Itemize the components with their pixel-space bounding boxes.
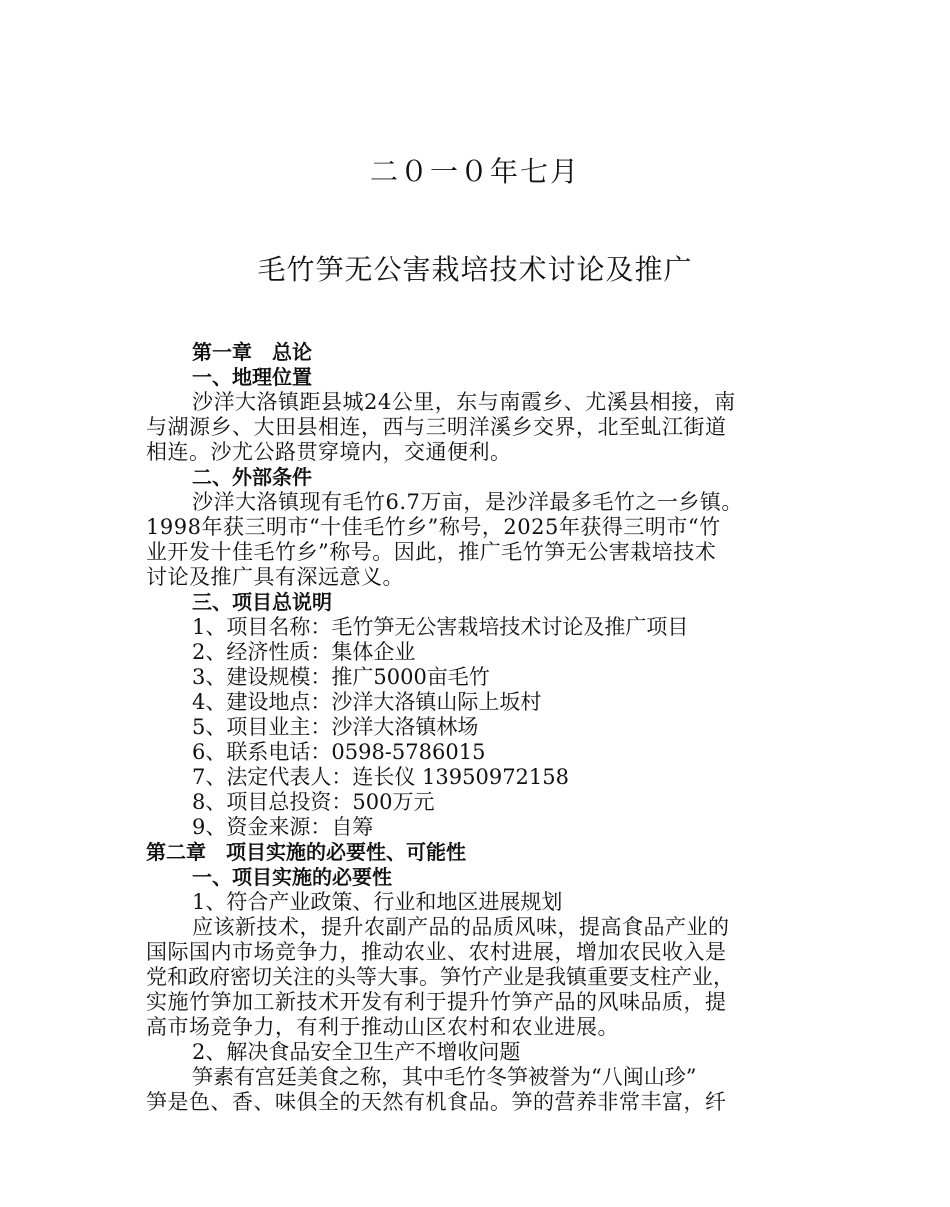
subsection-heading: 2、解决食品安全卫生产不增收问题 <box>192 1040 521 1064</box>
paragraph-line: 相连。沙尤公路贯穿境内，交通便利。 <box>146 440 512 464</box>
cover-date: 二０一０年七月 <box>369 155 580 188</box>
paragraph-line: 沙洋大洛镇现有毛竹6.7万亩，是沙洋最多毛竹之一乡镇。 <box>192 490 743 514</box>
paragraph-line: 高市场竞争力，有利于推动山区农村和农业进展。 <box>146 1015 619 1039</box>
paragraph-line: 党和政府密切关注的头等大事。笋竹产业是我镇重要支柱产业， <box>146 965 734 989</box>
subsection-heading: 1、符合产业政策、行业和地区进展规划 <box>192 890 563 914</box>
list-item: 2、经济性质：集体企业 <box>192 640 416 664</box>
chapter-2-heading: 第二章 项目实施的必要性、可能性 <box>146 840 466 864</box>
chapter-1-heading: 第一章 总论 <box>192 340 312 364</box>
document-title: 毛竹笋无公害栽培技术讨论及推广 <box>257 253 693 286</box>
document-body <box>146 340 816 1115</box>
paragraph-line: 业开发十佳毛竹乡”称号。因此，推广毛竹笋无公害栽培技术 <box>146 540 717 564</box>
section-heading: 二、外部条件 <box>192 465 312 489</box>
list-item: 3、建设规模：推广5000亩毛竹 <box>192 665 490 689</box>
paragraph-line: 沙洋大洛镇距县城24公里，东与南霞乡、尤溪县相接，南 <box>192 390 736 414</box>
list-item: 9、资金来源：自筹 <box>192 815 374 839</box>
paragraph-line: 应该新技术，提升农副产品的品质风味，提高食品产业的 <box>192 915 730 939</box>
paragraph-line: 与湖源乡、大田县相连，西与三明洋溪乡交界，北至虬江街道 <box>146 415 727 439</box>
section-heading: 一、地理位置 <box>192 365 312 389</box>
list-item: 8、项目总投资：500万元 <box>192 790 435 814</box>
paragraph-line: 国际国内市场竞争力，推动农业、农村进展，增加农民收入是 <box>146 940 727 964</box>
paragraph-line: 讨论及推广具有深远意义。 <box>146 565 404 589</box>
list-item: 7、法定代表人：连长仪 13950972158 <box>192 765 570 789</box>
paragraph-line: 1998年获三明市“十佳毛竹乡”称号，2025年获得三明市“竹 <box>146 515 721 539</box>
section-heading: 三、项目总说明 <box>192 590 332 614</box>
paragraph-line: 笋素有宫廷美食之称，其中毛竹冬笋被誉为“八闽山珍” <box>192 1065 697 1089</box>
paragraph-line: 实施竹笋加工新技术开发有利于提升竹笋产品的风味品质，提 <box>146 990 727 1014</box>
list-item: 5、项目业主：沙洋大洛镇林场 <box>192 715 479 739</box>
list-item: 1、项目名称：毛竹笋无公害栽培技术讨论及推广项目 <box>192 615 689 639</box>
section-heading: 一、项目实施的必要性 <box>192 865 392 889</box>
list-item: 4、建设地点：沙洋大洛镇山际上坂村 <box>192 690 542 714</box>
paragraph-line: 笋是色、香、味俱全的天然有机食品。笋的营养非常丰富，纤 <box>146 1090 727 1114</box>
list-item: 6、联系电话：0598-5786015 <box>192 740 486 764</box>
